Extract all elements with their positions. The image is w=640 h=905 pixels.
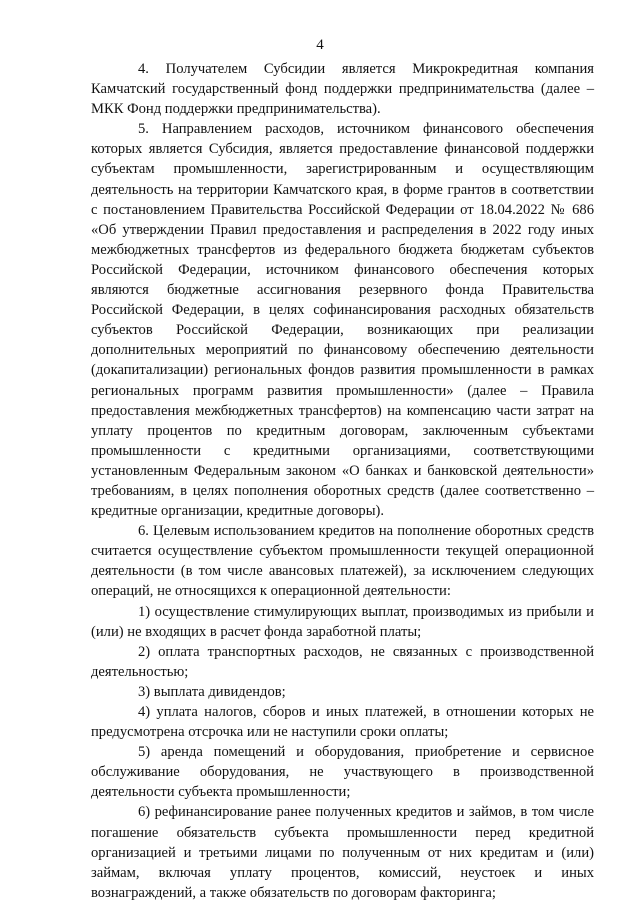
document-body (91, 59, 594, 903)
list-item-3: 3) выплата дивидендов; (138, 683, 286, 700)
paragraph-item-5: 5. Направлением расходов, источником финансового обеспечения которых является Субсидия, является предоставление финансовой поддержки субъектам промышленности, зарегистрированным и осуществляющим деятельность на территории Камчатского края, в форме грантов в соответствии с постановлением Правительства Российской Федерации от 18.04.2022 № 686 «Об утверждении Правил предоставления и распределения в 2022 году иных межбюджетных трансфертов из федерального бюджета бюджетам субъектов Российской Федерации, источником финансового обеспечения которых являются бюджетные ассигнования резервного фонда Правительства Российской Федерации, в целях софинансирования расходных обязательств субъектов Российской Федерации, возникающих при реализации дополнительных мероприятий по финансовому обеспечению деятельности (докапитализации) региональных фондов развития промышленности в рамках региональных программ развития промышленности» (далее – Правила предоставления межбюджетных трансфертов) на компенсацию части затрат на уплату процентов по кредитным договорам, заключенным субъектами промышленности с кредитными организациями, соответствующими установленным Федеральным законом «О банках и банковской деятельности» требованиям, в целях пополнения оборотных средств (далее соответственно – кредитные организации, кредитные договоры). (91, 121, 594, 520)
list-item-6: 6) рефинансирование ранее полученных кредитов и займов, в том числе погашение обязательств субъекта промышленности перед кредитной организацией и третьими лицами по полученным от них кредитам и (или) займам, включая уплату процентов, комиссий, неустоек и иных вознаграждений, а также обязательств по договорам факторинга; (91, 804, 594, 901)
paragraph-item-6: 6. Целевым использованием кредитов на пополнение оборотных средств считается осуществление субъектом промышленности текущей операционной деятельности (в том числе авансовых платежей), за исключением следующих операций, не относящихся к операционной деятельности: (91, 523, 594, 600)
list-item-5: 5) аренда помещений и оборудования, приобретение и сервисное обслуживание оборудования, не участвующего в производственной деятельности субъекта промышленности; (91, 744, 594, 801)
paragraph-item-4: 4. Получателем Субсидии является Микрокредитная компания Камчатский государственный фонд поддержки предпринимательства (далее – МКК Фонд поддержки предпринимательства). (91, 61, 594, 118)
list-item-2: 2) оплата транспортных расходов, не связанных с производственной деятельностью; (91, 643, 594, 680)
list-item-1: 1) осуществление стимулирующих выплат, производимых из прибыли и (или) не входящих в расчет фонда заработной платы; (91, 603, 594, 640)
list-item-4: 4) уплата налогов, сборов и иных платежей, в отношении которых не предусмотрена отсрочка или не наступили сроки оплаты; (91, 704, 594, 741)
page-number: 4 (316, 37, 324, 53)
